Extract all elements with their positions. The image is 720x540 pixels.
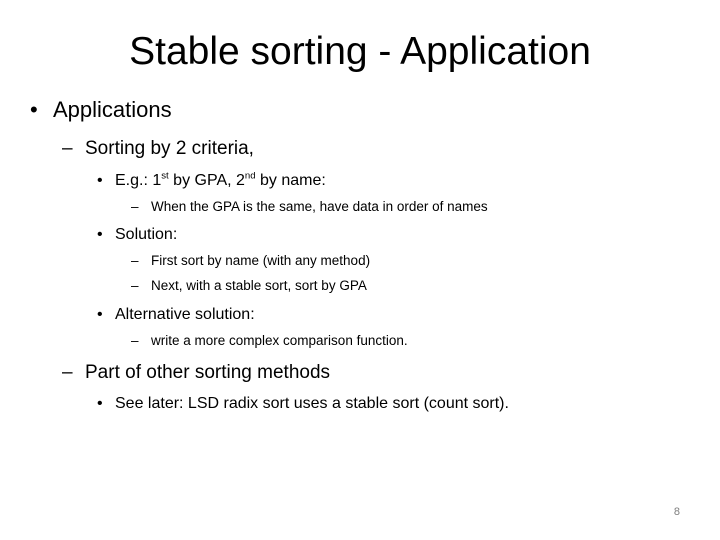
bullet-dash-icon: – <box>62 138 73 159</box>
bullet-criteria: Sorting by 2 criteria, <box>85 138 254 159</box>
bullet-dot-icon: • <box>97 395 103 412</box>
bullet-other-methods: Part of other sorting methods <box>85 362 331 383</box>
bullet-first-sort: First sort by name (with any method) <box>151 253 371 268</box>
bullet-dash-icon: – <box>131 253 139 268</box>
bullet-dash-icon: – <box>131 278 139 293</box>
bullet-dash-icon: – <box>62 362 73 383</box>
bullet-same-gpa: When the GPA is the same, have data in order of names <box>151 199 488 214</box>
bullet-next-sort: Next, with a stable sort, sort by GPA <box>151 278 367 293</box>
bullet-dash-icon: – <box>131 333 139 348</box>
bullet-applications: Applications <box>53 97 172 122</box>
slide-title: Stable sorting - Application <box>129 30 591 73</box>
page-number: 8 <box>673 506 680 518</box>
bullet-dot-icon: • <box>97 306 103 323</box>
bullet-example: E.g.: 1st by GPA, 2nd by name: <box>115 170 326 189</box>
bullet-dash-icon: – <box>131 199 139 214</box>
bullet-dot-icon: • <box>97 172 103 189</box>
bullet-dot-icon: • <box>97 226 103 243</box>
bullet-comparison: write a more complex comparison function. <box>151 333 408 348</box>
bullet-alternative: Alternative solution: <box>115 306 255 323</box>
bullet-solution: Solution: <box>115 226 178 243</box>
bullet-lsd: See later: LSD radix sort uses a stable sort (count sort). <box>115 395 509 412</box>
bullet-dot-icon: • <box>30 97 38 122</box>
